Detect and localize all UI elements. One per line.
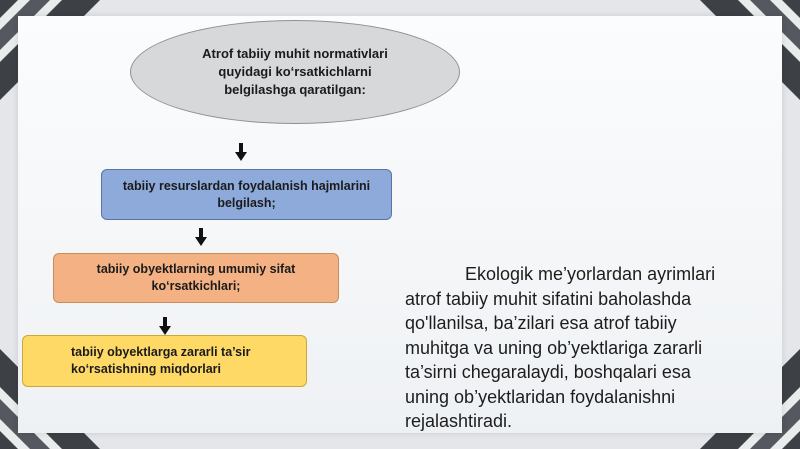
paragraph-line: muhitga va uning ob’yektlariga zararli: [405, 337, 703, 358]
ellipse-text: Atrof tabiiy muhit normativlari quyidagi ko‘rsatkichlarni belgilashga qaratilgan:: [202, 46, 388, 97]
arrow-down-icon: [195, 228, 207, 246]
body-paragraph: [405, 262, 735, 434]
box-quality-indicators: [53, 253, 339, 303]
box-harmful-impact-text: tabiiy obyektlarga zararli ta’sir ko‘rsatishning miqdorlari: [71, 345, 251, 376]
paragraph-line: Ekologik me’yorlardan ayrimlari: [465, 264, 716, 284]
paragraph-line: ta’sirni chegaralaydi, boshqalari esa: [405, 362, 691, 382]
paragraph-line: uning ob’yektlaridan foydalanishni: [405, 386, 676, 407]
box-harmful-impact: [22, 335, 307, 387]
arrow-down-icon: [235, 143, 247, 161]
paragraph-line: rejalashtiradi.: [405, 411, 513, 431]
diagram-header-ellipse: [130, 20, 460, 124]
box-resource-usage-text: tabiiy resurslardan foydalanish hajmlarini belgilash;: [122, 178, 371, 210]
box-quality-indicators-text: tabiiy obyektlarning umumiy sifat ko‘rsatkichlari;: [96, 262, 296, 293]
paragraph-line: qo'llanilsa, ba’zilari esa atrof tabiiy: [405, 313, 677, 333]
paragraph-line: atrof tabiiy muhit sifatini baholashda: [405, 288, 692, 309]
arrow-down-icon: [159, 317, 171, 335]
box-resource-usage: [101, 169, 392, 220]
